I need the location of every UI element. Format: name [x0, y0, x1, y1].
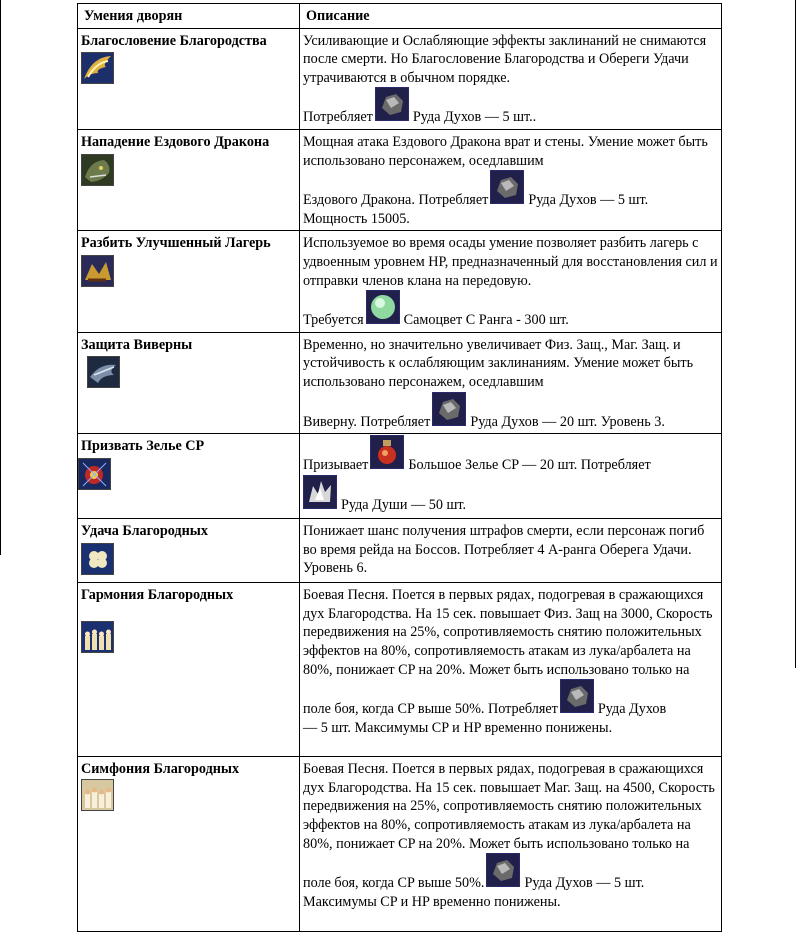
skill-description: Мощная атака Ездового Дракона врат и стены. Умение может быть использовано персонажем, оседлавшим: [303, 133, 708, 169]
skill-description: Используемое во время осады умение позволяет разбить лагерь с удвоенным уровнем HP, предназначенный для восстановления сил и отправки членов клана на передовую.: [303, 235, 718, 289]
choir-symphony-icon: [81, 779, 114, 811]
skill-name: Благословение Благородства: [81, 32, 267, 49]
cost-prefix: поле боя, когда CP выше 50%.: [303, 875, 485, 892]
skill-description: Временно, но значительно увеличивает Физ. Защ., Маг. Защ. и устойчивость к ослабляющим заклинаниям. Умение может быть использовано персонажем, оседлавшим: [303, 336, 694, 390]
clover-icon: [81, 543, 114, 575]
skill-note: — 5 шт. Максимумы CP и HP временно понижены.: [303, 719, 613, 736]
cp-potion-summon-icon: [78, 458, 111, 490]
skill-name: Удача Благородных: [81, 523, 208, 540]
gemstone-c-icon: [366, 290, 400, 324]
table-row: [78, 332, 722, 433]
header-description: Описание: [300, 4, 722, 29]
golden-wings-icon: [81, 52, 114, 84]
skill-description: Боевая Песня. Поется в первых рядах, подогревая в сражающихся дух Благородства. На 15 сек. повышает Маг. Защ. на 4500, Скорость передвижения на 25%, сопротивляемость снятию положительных эффектов на 80%, сопротивляемость атакам из лука/арбалета на 80%, понижает CP на 20%. Может быть использовано только на: [303, 761, 715, 852]
cost-prefix: поле боя, когда CP выше 50%. Потребляет: [303, 701, 558, 718]
table-row: [78, 231, 722, 332]
table-row: [78, 434, 722, 519]
right-frame-line: [795, 0, 796, 668]
skill-name: Нападение Ездового Дракона: [81, 133, 270, 150]
wyvern-icon: [87, 356, 120, 388]
choir-harmony-icon: [81, 621, 114, 653]
table-row: [78, 519, 722, 583]
cost-prefix: Ездового Дракона. Потребляет: [303, 192, 489, 209]
table-row: [78, 28, 722, 129]
cost-prefix: Виверну. Потребляет: [303, 413, 431, 430]
table-row: [78, 583, 722, 757]
cost-item: Руда Духов — 5 шт.: [524, 875, 645, 892]
spirit-ore-icon: [490, 170, 524, 204]
noble-skills-table: [77, 3, 722, 932]
table-header-row: [78, 4, 722, 29]
spirit-ore-icon: [375, 87, 409, 121]
skill-name: Защита Виверны: [81, 336, 193, 353]
skill-name: Гармония Благородных: [81, 587, 234, 604]
cost-item: Руда Духов — 5 шт.: [528, 192, 649, 209]
skill-note: Максимумы CP и HP временно понижены.: [303, 893, 561, 910]
cost-item: Большое Зелье CP — 20 шт. Потребляет: [408, 457, 651, 474]
cost-item: Руда Духов — 5 шт..: [412, 109, 537, 126]
skill-description: Понижает шанс получения штрафов смерти, если персонаж погиб во время рейда на Боссов. Потребляет 4 А-ранга Оберега Удачи. Уровень 6.: [303, 523, 705, 577]
table-row: [78, 129, 722, 230]
cost-prefix: Потребляет: [303, 109, 373, 126]
cost-prefix: Призывает: [303, 457, 369, 474]
cost-item-2: Руда Души — 50 шт.: [341, 496, 467, 513]
spirit-ore-icon: [432, 392, 466, 426]
cost-prefix: Требуется: [303, 312, 364, 329]
skill-description: Боевая Песня. Поется в первых рядах, подогревая в сражающихся дух Благородства. На 15 сек. повышает Физ. Защ на 3000, Скорость передвижения на 25%, сопротивляемость снятию положительных эффектов на 80%, сопротивляемость атакам из лука/арбалета на 80%, понижает CP на 20%. Может быть использовано только на: [303, 587, 713, 678]
cost-item: Руда Духов: [597, 701, 667, 718]
skill-name: Призвать Зелье CP: [81, 438, 205, 455]
camp-banner-icon: [81, 255, 114, 287]
left-frame-line: [0, 0, 1, 555]
cost-item: Руда Духов — 20 шт. Уровень 3.: [470, 413, 665, 430]
skill-description: Усиливающие и Ослабляющие эффекты заклинаний не снимаются после смерти. Но Благословение Благородства и Обереги Удачи утрачиваются в обычном порядке.: [303, 32, 707, 86]
skill-power: Мощность 15005.: [303, 210, 410, 227]
cp-potion-icon: [370, 435, 404, 469]
spirit-ore-icon: [560, 679, 594, 713]
header-skill: Умения дворян: [78, 4, 300, 29]
soul-ore-icon: [303, 475, 337, 509]
dragon-head-icon: [81, 154, 114, 186]
cost-item: Самоцвет С Ранга - 300 шт.: [403, 312, 569, 329]
skill-name: Симфония Благородных: [81, 761, 240, 778]
table-row: [78, 757, 722, 932]
skill-name: Разбить Улучшенный Лагерь: [81, 235, 271, 252]
spirit-ore-icon: [486, 853, 520, 887]
